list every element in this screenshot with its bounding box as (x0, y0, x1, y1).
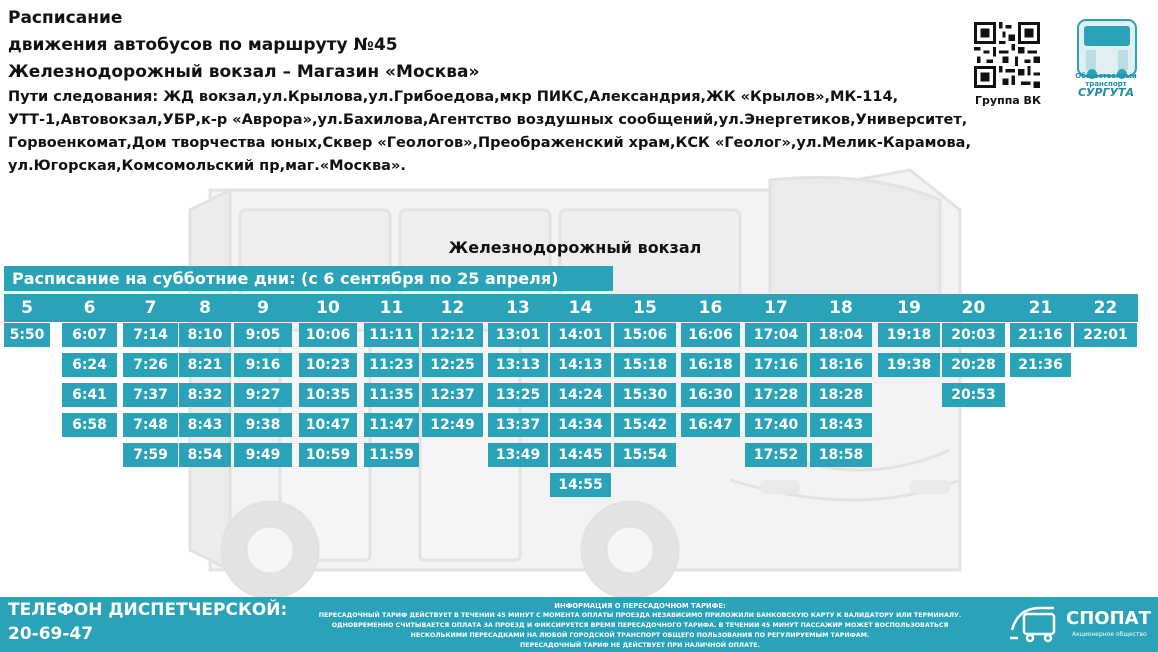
departure-time: 20:03 (942, 323, 1005, 347)
departure-time: 16:06 (681, 323, 740, 347)
departure-time: 18:43 (810, 413, 872, 437)
departure-time: 13:13 (488, 353, 548, 377)
hour-header: 15 (633, 298, 657, 318)
hour-header: 21 (1028, 298, 1053, 318)
departure-time: 10:35 (299, 383, 357, 407)
hour-header: 18 (829, 298, 853, 318)
departure-time: 13:01 (488, 323, 548, 347)
departure-time: 9:27 (234, 383, 292, 407)
spopat-bus-icon (1006, 602, 1062, 646)
departure-time: 20:53 (942, 383, 1005, 407)
departure-time: 9:16 (234, 353, 292, 377)
hour-header: 13 (506, 298, 530, 318)
company-name: СПОПАТ (1066, 608, 1151, 629)
hour-header: 22 (1093, 298, 1118, 318)
hours-header (4, 294, 1138, 322)
departure-time: 12:12 (422, 323, 483, 347)
departure-time: 14:55 (550, 473, 611, 497)
departure-time: 6:58 (62, 413, 117, 437)
hour-header: 9 (257, 298, 269, 318)
departure-time: 6:41 (62, 383, 117, 407)
departure-time: 22:01 (1074, 323, 1137, 347)
departure-time: 11:23 (364, 353, 419, 377)
departure-time: 10:06 (299, 323, 357, 347)
departure-time: 8:43 (179, 413, 231, 437)
route-line: Пути следования: ЖД вокзал,ул.Крылова,ул.Грибоедова,мкр ПИКС,Александрия,ЖК «Крылов»,МК-114, (8, 89, 899, 105)
departure-time: 11:11 (364, 323, 419, 347)
departure-time: 11:35 (364, 383, 419, 407)
hour-header: 19 (897, 298, 921, 318)
departure-time: 15:42 (614, 413, 676, 437)
departure-time: 14:45 (550, 443, 611, 467)
departure-time: 14:13 (550, 353, 611, 377)
departure-time: 7:59 (123, 443, 178, 467)
hour-header: 12 (440, 298, 465, 318)
departure-time: 13:49 (488, 443, 548, 467)
dispatcher-phone-number[interactable]: 20-69-47 (8, 624, 94, 644)
qr-code-icon[interactable] (974, 22, 1040, 88)
departure-time: 17:16 (745, 353, 807, 377)
departure-time: 18:16 (810, 353, 872, 377)
departure-time: 8:10 (179, 323, 231, 347)
departure-time: 6:07 (62, 323, 117, 347)
company-subtitle: Акционерное общество (1072, 631, 1147, 638)
departure-time: 9:38 (234, 413, 292, 437)
station-title: Железнодорожный вокзал (448, 238, 702, 257)
hour-header: 11 (379, 298, 404, 318)
departure-time: 18:04 (810, 323, 872, 347)
hour-header: 6 (83, 298, 96, 318)
departure-time: 16:30 (681, 383, 740, 407)
departure-time: 8:32 (179, 383, 231, 407)
departure-time: 15:54 (614, 443, 676, 467)
departure-time: 12:25 (422, 353, 483, 377)
dispatcher-phone-label: ТЕЛЕФОН ДИСПЕТЧЕРСКОЙ: (8, 600, 288, 620)
hour-header: 17 (764, 298, 788, 318)
departure-time: 16:47 (681, 413, 740, 437)
info-line: ПЕРЕСАДОЧНЫЙ ТАРИФ ДЕЙСТВУЕТ В ТЕЧЕНИИ 45 МИНУТ С МОМЕНТА ОПЛАТЫ ПРОЕЗДА НЕЗАВИСИМО ПРИЛОЖИЛИ БАНКОВСКУЮ КАРТУ К ВАЛИДАТОРУ ИЛИ ТЕРМИНАЛУ. (318, 612, 962, 619)
departure-time: 15:06 (614, 323, 676, 347)
departure-time: 13:25 (488, 383, 548, 407)
departure-time: 7:37 (123, 383, 178, 407)
departure-time: 17:28 (745, 383, 807, 407)
hour-header: 14 (568, 298, 593, 318)
departure-time: 21:36 (1010, 353, 1071, 377)
hour-header: 10 (316, 298, 340, 318)
logo-caption-big: СУРГУТА (1077, 86, 1135, 99)
departure-time: 18:58 (810, 443, 872, 467)
page-title-line-1: Расписание (8, 8, 123, 28)
departure-time: 17:40 (745, 413, 807, 437)
departure-time: 14:34 (550, 413, 611, 437)
info-heading: ИНФОРМАЦИЯ О ПЕРЕСАДОЧНОМ ТАРИФЕ: (554, 602, 726, 610)
info-line: ПЕРЕСАДОЧНЫЙ ТАРИФ НЕ ДЕЙСТВУЕТ ПРИ НАЛИЧНОЙ ОПЛАТЕ. (520, 642, 760, 649)
info-line: НЕСКОЛЬКИМИ ПЕРЕСАДКАМИ НА ЛЮБОЙ ГОРОДСКОЙ ТРАНСПОРТ ОБЩЕГО ПОЛЬЗОВАНИЯ ПО РЕГУЛИРУЕМЫМ ТАРИФАМ. (410, 632, 870, 639)
departure-time: 18:28 (810, 383, 872, 407)
departure-time: 11:59 (364, 443, 419, 467)
departure-time: 7:14 (123, 323, 178, 347)
info-line: ОДНОВРЕМЕННО СЧИТЫВАЕТСЯ ОПЛАТА ЗА ПРОЕЗД И ФИКСИРУЕТСЯ ВРЕМЯ ПЕРЕСАДОЧНОГО ТАРИФА. В ТЕЧЕНИИ 45 МИНУТ ПАССАЖИР МОЖЕТ ВОСПОЛЬЗОВАТЬСЯ (331, 622, 949, 629)
departure-time: 16:18 (681, 353, 740, 377)
departure-time: 8:21 (179, 353, 231, 377)
departure-time: 10:59 (299, 443, 357, 467)
departure-time: 17:04 (745, 323, 807, 347)
departure-time: 14:01 (550, 323, 611, 347)
departure-time: 6:24 (62, 353, 117, 377)
transfer-tariff-info (280, 601, 1000, 651)
hour-header: 5 (21, 298, 33, 318)
departure-time: 15:18 (614, 353, 676, 377)
route-description (8, 86, 971, 178)
schedule-title: Расписание на субботние дни: (с 6 сентября по 25 апреля) (4, 266, 613, 291)
route-line: Горвоенкомат,Дом творчества юных,Сквер «Геологов»,Преображенский храм,КСК «Геолог»,ул.Мелик-Карамова, (8, 135, 971, 151)
page-title-line-3: Железнодорожный вокзал – Магазин «Москва» (8, 62, 480, 82)
departure-time: 9:05 (234, 323, 292, 347)
departure-time: 14:24 (550, 383, 611, 407)
hour-header: 20 (961, 298, 986, 318)
departure-time: 20:28 (942, 353, 1005, 377)
route-line: УТТ-1,Автовокзал,УБР,к-р «Аврора»,ул.Бахилова,Агентство воздушных сообщений,ул.Энергетиков,Университет, (8, 112, 968, 128)
departure-time: 19:38 (878, 353, 940, 377)
page-title-line-2: движения автобусов по маршруту №45 (8, 35, 398, 55)
departure-time: 15:30 (614, 383, 676, 407)
departure-time: 7:48 (123, 413, 178, 437)
hour-header: 16 (698, 298, 723, 318)
logo-caption-small: Общественный транспорт (1075, 72, 1137, 88)
departure-time: 17:52 (745, 443, 807, 467)
departure-time: 10:47 (299, 413, 357, 437)
route-line: ул.Югорская,Комсомольский пр,маг.«Москва». (8, 158, 406, 174)
qr-label: Группа ВК (975, 94, 1041, 107)
departure-time: 19:18 (878, 323, 940, 347)
departure-time: 7:26 (123, 353, 178, 377)
departure-time: 21:16 (1010, 323, 1071, 347)
departure-time: 13:37 (488, 413, 548, 437)
departure-time: 12:37 (422, 383, 483, 407)
departure-time: 11:47 (364, 413, 419, 437)
hour-header: 8 (199, 298, 211, 318)
hour-header: 7 (144, 298, 157, 318)
departure-time: 5:50 (4, 323, 50, 347)
departure-time: 9:49 (234, 443, 292, 467)
bus-illustration (170, 150, 970, 605)
departure-time: 10:23 (299, 353, 357, 377)
departure-time: 12:49 (422, 413, 483, 437)
departure-time: 8:54 (179, 443, 231, 467)
